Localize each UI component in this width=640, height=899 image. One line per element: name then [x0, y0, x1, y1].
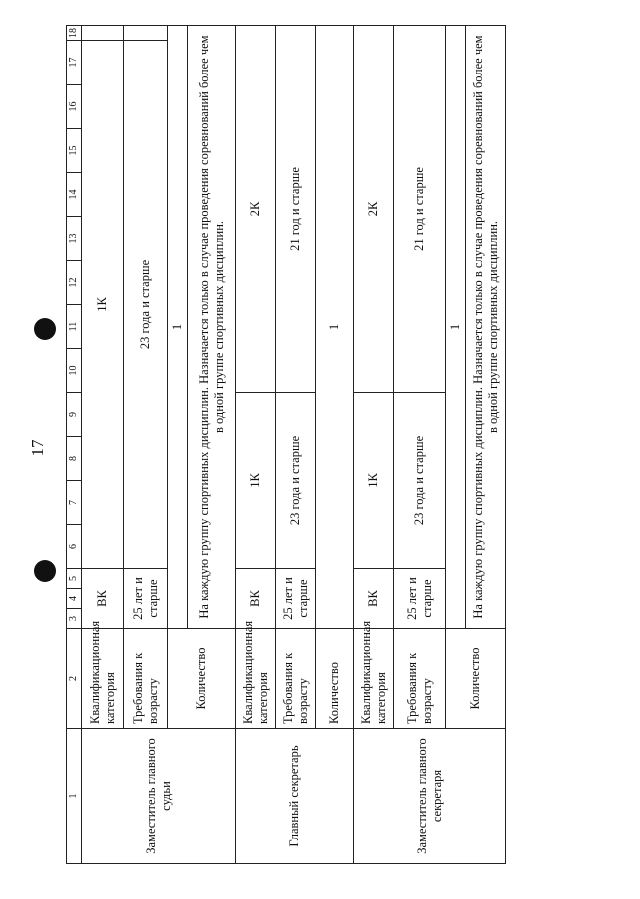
age-value: 23 года и старше [394, 393, 446, 569]
header-cell: 3 [67, 609, 82, 629]
header-cell: 4 [67, 589, 82, 609]
header-cell: 14 [67, 173, 82, 217]
qualification-value: ВК [82, 569, 124, 629]
count-label: Количество [316, 629, 354, 729]
note-text: На каждую группу спортивных дисциплин. Назначается только в случае проведения соревнований более чем в одной группе спортивных дисциплин. [188, 26, 236, 629]
table-row [354, 26, 394, 864]
position-chief-secretary: Главный секретарь [236, 729, 354, 864]
header-cell: 12 [67, 261, 82, 305]
count-value: 1 [168, 26, 188, 629]
age-value: 21 год и старше [276, 26, 316, 393]
count-value: 1 [446, 26, 466, 629]
header-cell: 10 [67, 349, 82, 393]
qualification-value: 1К [354, 393, 394, 569]
count-value: 1 [316, 26, 354, 629]
count-label: Количество [446, 629, 506, 729]
header-cell: 17 [67, 41, 82, 85]
empty-cell [82, 26, 124, 41]
header-cell: 5 [67, 569, 82, 589]
age-value: 23 года и старше [276, 393, 316, 569]
punch-hole-top [34, 560, 56, 582]
header-cell: 15 [67, 129, 82, 173]
judges-table [66, 25, 506, 864]
qualification-value: ВК [236, 569, 276, 629]
qualification-value: 1К [82, 41, 124, 569]
header-cell: 13 [67, 217, 82, 261]
header-cell: 2 [67, 629, 82, 729]
empty-cell [124, 26, 168, 41]
note-text: На каждую группу спортивных дисциплин. Назначается только в случае проведения соревнований более чем в одной группе спортивных дисциплин. [466, 26, 506, 629]
count-label: Количество [168, 629, 236, 729]
qualification-value: 2К [236, 26, 276, 393]
header-cell: 1 [67, 729, 82, 864]
qualification-value: 2К [354, 26, 394, 393]
header-cell: 6 [67, 525, 82, 569]
age-value: 25 лет и старше [124, 569, 168, 629]
qualification-label: Квалификационная категория [236, 629, 276, 729]
age-value: 23 года и старше [124, 41, 168, 569]
age-label: Требования к возрасту [124, 629, 168, 729]
age-label: Требования к возрасту [394, 629, 446, 729]
age-value: 25 лет и старше [276, 569, 316, 629]
qualification-value: ВК [354, 569, 394, 629]
rotated-table-area [66, 28, 500, 864]
header-cell: 9 [67, 393, 82, 437]
position-deputy-chief-judge: Заместитель главного судьи [82, 729, 236, 864]
header-cell: 16 [67, 85, 82, 129]
punch-hole-bottom [34, 318, 56, 340]
header-cell: 7 [67, 481, 82, 525]
position-deputy-chief-secretary: Заместитель главного секретаря [354, 729, 506, 864]
header-cell: 18 [67, 26, 82, 41]
header-row [67, 26, 82, 864]
page-number: 17 [28, 439, 47, 457]
age-label: Требования к возрасту [276, 629, 316, 729]
table-row [82, 26, 124, 864]
qualification-value: 1К [236, 393, 276, 569]
header-cell: 11 [67, 305, 82, 349]
age-value: 25 лет и старше [394, 569, 446, 629]
table-row [236, 26, 276, 864]
age-value: 21 год и старше [394, 26, 446, 393]
header-cell: 8 [67, 437, 82, 481]
qualification-label: Квалификационная категория [354, 629, 394, 729]
qualification-label: Квалификационная категория [82, 629, 124, 729]
